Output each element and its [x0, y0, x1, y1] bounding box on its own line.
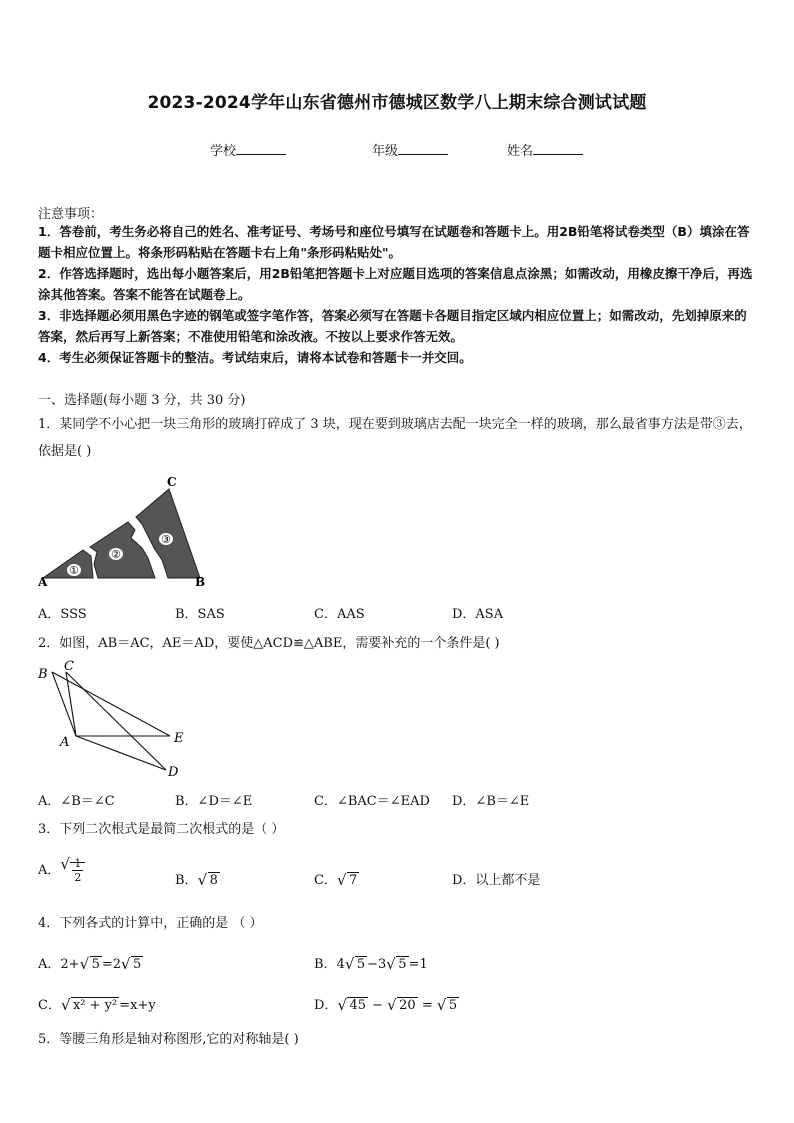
notice-item-2: 2．作答选择题时，选出每小题答案后，用2B铅笔把答题卡上对应题目选项的答案信息点涂黑；如需改动，用橡皮擦干净后，再选涂其他答案。答案不能答在试题卷上。 [38, 266, 753, 302]
q4-option-c: C．√ x² + y² =x+y [38, 994, 156, 1013]
section-heading: 一、选择题(每小题 3 分，共 30 分) [38, 393, 246, 408]
q1-option-a: A．SSS [38, 607, 87, 622]
sqrt-half: √ $\frac{1}{2}$ [60, 857, 85, 884]
question-2-figure [36, 658, 196, 782]
q4-option-b: B．4√ 5 −3√ 5 =1 [314, 953, 428, 972]
name-label: 姓名 [507, 144, 534, 159]
vertex-label-c: C [167, 475, 177, 489]
name-field [507, 140, 583, 159]
q2-option-b: B．∠D＝∠E [175, 794, 253, 809]
fig2-label-b: B [38, 667, 48, 682]
question-3-text: 3．下列二次根式是最简二次根式的是（ ） [38, 822, 285, 837]
notice-item-3: 3．非选择题必须用黑色字迹的钢笔或签字笔作答，答案必须写在答题卡各题目指定区域内相应位置上；如需改动，先划掉原来的答案，然后再写上新答案；不准使用铅笔和涂改液。不按以上要求作答无效。 [38, 308, 747, 344]
name-blank [533, 142, 583, 155]
q3-option-b: B．√ 8 [175, 869, 220, 888]
q1-option-d: D．ASA [452, 607, 504, 622]
piece-label-1: ① [69, 564, 79, 577]
fig2-label-c: C [64, 659, 74, 674]
grade-blank [398, 142, 448, 155]
q3-option-c: C．√ 7 [314, 869, 359, 888]
q1-option-b: B．SAS [175, 607, 225, 622]
page-title: 2023-2024学年山东省德州市德城区数学八上期末综合测试试题 [147, 93, 647, 113]
school-label: 学校 [210, 144, 237, 159]
question-5-text: 5．等腰三角形是轴对称图形,它的对称轴是( ) [38, 1032, 299, 1047]
piece-label-3: ③ [161, 533, 171, 546]
piece-label-2: ② [111, 548, 121, 561]
q1-option-c: C．AAS [314, 607, 365, 622]
vertex-label-b: B [195, 575, 206, 588]
question-4-text: 4．下列各式的计算中，正确的是 （ ） [38, 916, 263, 931]
q3-option-d: D．以上都不是 [452, 873, 541, 888]
notice-title: 注意事项： [38, 207, 104, 222]
q2-option-d: D．∠B＝∠E [452, 794, 530, 809]
school-blank [236, 142, 286, 155]
grade-field [372, 140, 448, 159]
q2-option-c: C．∠BAC＝∠EAD [314, 794, 430, 809]
q3-option-a: A． √ $\frac{1}{2}$ [38, 857, 85, 884]
vertex-label-a: A [38, 575, 48, 588]
notice-item-4: 4．考生必须保证答题卡的整洁。考试结束后，请将本试卷和答题卡一并交回。 [38, 350, 472, 365]
q4-option-d: D．√ 45 − √ 20 = √ 5 [314, 994, 459, 1013]
q2-option-a: A．∠B＝∠C [38, 794, 115, 809]
notice-item-1: 1．答卷前，考生务必将自己的姓名、准考证号、考场号和座位号填写在试题卷和答题卡上。用2B铅笔将试卷类型（B）填涂在答题卡相应位置上。将条形码粘贴在答题卡右上角"条形码粘贴处"。 [38, 224, 750, 260]
grade-label: 年级 [372, 144, 399, 159]
question-1-figure [38, 472, 218, 588]
glass-piece-1 [43, 550, 93, 578]
fig2-label-d: D [168, 765, 179, 780]
fig2-label-a: A [60, 735, 70, 750]
fig2-label-e: E [174, 731, 184, 746]
q4-option-a: A．2+√ 5 =2√ 5 [38, 953, 143, 972]
question-2-text: 2．如图，AB＝AC，AE＝AD，要使△ACD≌△ABE，需要补充的一个条件是( ) [38, 636, 500, 651]
question-1-text: 1．某同学不小心把一块三角形的玻璃打碎成了 3 块，现在要到玻璃店去配一块完全一样的玻璃，那么最省事方法是带③去，依据是( ) [38, 417, 752, 459]
school-field [210, 140, 286, 159]
